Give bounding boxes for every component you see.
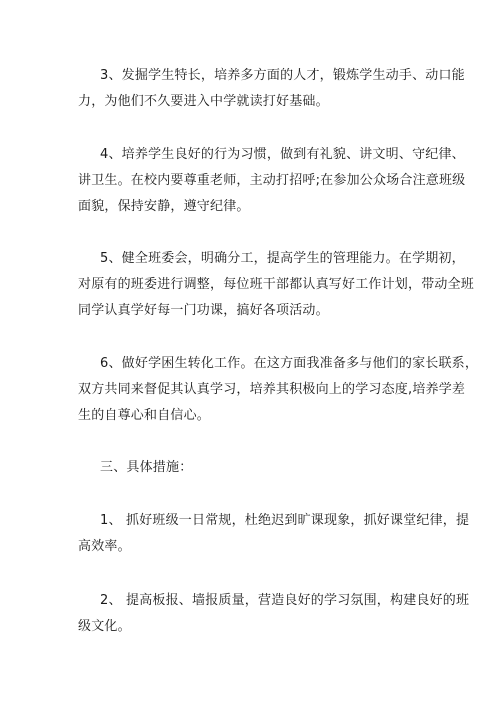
paragraph-item-3 bbox=[78, 63, 465, 115]
text-line: 高效率。 bbox=[78, 539, 131, 554]
text-line: 6、做好学困生转化工作。在这方面我准备多与他们的家长联系， bbox=[100, 356, 479, 371]
text-line: 对原有的班委进行调整，每位班干部都认真写好工作计划，带动全班 bbox=[78, 277, 475, 292]
paragraph-item-4 bbox=[78, 142, 466, 220]
text-line: 2、 提高板报、墙报质量，营造良好的学习氛围，构建良好的班 bbox=[100, 593, 470, 608]
text-line: 面貌，保持安静，遵守纪律。 bbox=[78, 199, 250, 214]
text-line: 4、培养学生良好的行为习惯，做到有礼貌、讲文明、守纪律、 bbox=[100, 147, 465, 162]
measure-item-1 bbox=[78, 508, 470, 560]
text-line: 同学认真学好每一门功课，搞好各项活动。 bbox=[78, 303, 329, 318]
section-heading bbox=[78, 455, 438, 481]
text-line: 1、 抓好班级一日常规，杜绝迟到旷课现象，抓好课堂纪律，提 bbox=[100, 513, 470, 528]
heading-text: 三、具体措施： bbox=[100, 460, 193, 475]
paragraph-item-6 bbox=[78, 351, 479, 429]
text-line: 级文化。 bbox=[78, 619, 131, 634]
text-line: 力，为他们不久要进入中学就读打好基础。 bbox=[78, 94, 329, 109]
text-line: 讲卫生。在校内要尊重老师，主动打招呼;在参加公众场合注意班级 bbox=[78, 173, 466, 188]
text-line: 生的自尊心和自信心。 bbox=[78, 408, 211, 423]
text-line: 双方共同来督促其认真学习，培养其积极向上的学习态度,培养学差 bbox=[78, 382, 466, 397]
paragraph-item-5 bbox=[78, 246, 475, 324]
text-line: 3、发掘学生特长，培养多方面的人才，锻炼学生动手、动口能 bbox=[100, 68, 465, 83]
text-line: 5、健全班委会，明确分工，提高学生的管理能力。在学期初， bbox=[100, 251, 465, 266]
measure-item-2 bbox=[78, 588, 470, 640]
